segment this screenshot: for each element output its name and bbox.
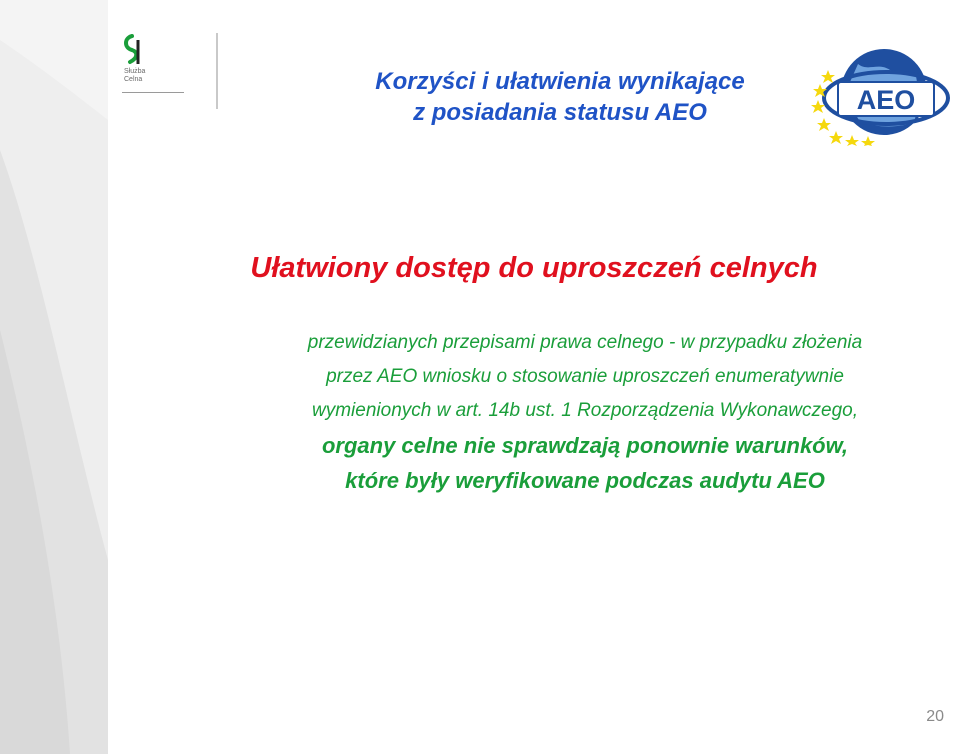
body-line-3: wymienionych w art. 14b ust. 1 Rozporządzenia Wykonawczego, (312, 400, 858, 421)
side-panel-shapes (0, 0, 108, 754)
logo-line-1: Służba (124, 68, 146, 75)
logo-underline (122, 92, 184, 93)
header-title-line-2: z posiadania statusu AEO (413, 99, 707, 126)
body-bold-line-1: organy celne nie sprawdzają ponownie warunków, (321, 433, 849, 458)
aeo-label: AEO (856, 85, 916, 115)
page-number: 20 (926, 708, 944, 725)
sluzba-celna-logo (118, 30, 188, 100)
body-line-2: przez AEO wniosku o stosowanie uproszczeń enumeratywnie (326, 366, 844, 387)
body-line-1: przewidzianych przepisami prawa celnego - w przypadku złożenia (307, 332, 863, 353)
aeo-emblem (808, 42, 952, 146)
header-title-line-1: Korzyści i ułatwienia wynikające (375, 68, 745, 95)
header-divider (216, 33, 218, 109)
slide-header-title (330, 66, 790, 128)
logo-line-2: Celna (124, 76, 143, 83)
decorative-side-panel (0, 0, 108, 754)
slide-body-text (222, 326, 948, 498)
body-bold-line-2: które były weryfikowane podczas audytu AEO (345, 468, 825, 493)
slide-heading: Ułatwiony dostęp do uproszczeń celnych (250, 252, 818, 284)
logo-wordmark (124, 68, 145, 84)
